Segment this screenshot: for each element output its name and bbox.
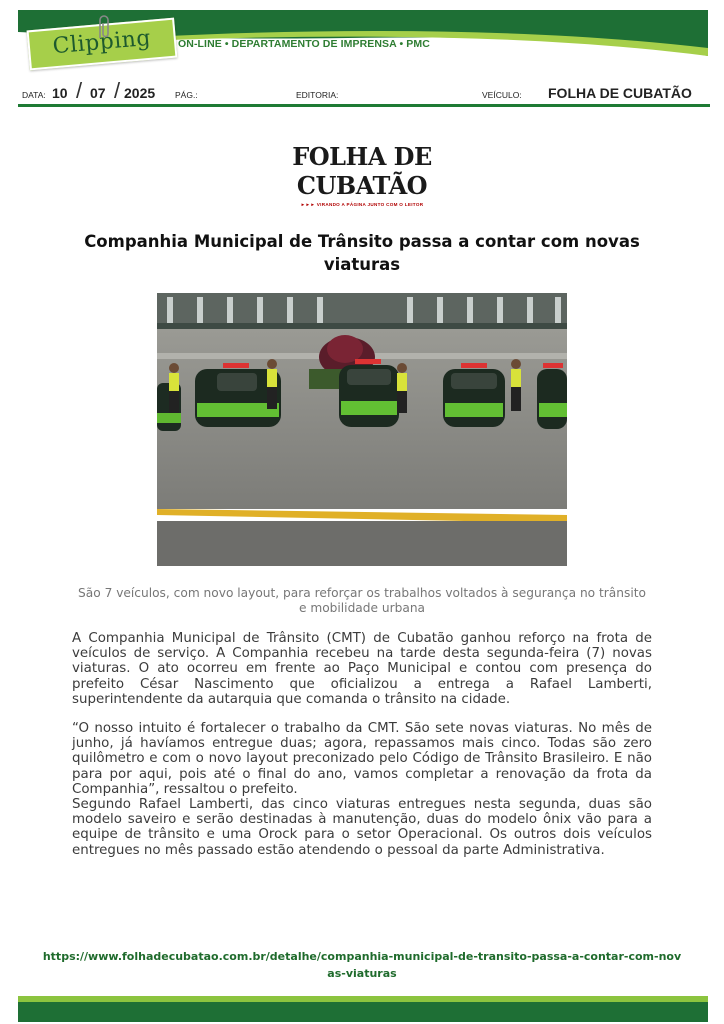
- article-photo: [157, 293, 567, 566]
- date-separator: /: [76, 78, 83, 103]
- date-separator: /: [114, 78, 121, 103]
- logo-slogan: ►►► VIRANDO A PÁGINA JUNTO COM O LEITOR: [300, 202, 424, 207]
- article-paragraph: “O nosso intuito é fortalecer o trabalho da CMT. São sete novas viaturas. No mês de junho, já havíamos entregue duas; agora, repassamos mais cinco. Todas são zero quilômetro e com o novo layout preconizado pelo Código de Trânsito Brasileiro. E não para por aqui, pois até o final do ano, vamos completar a renovação da frota da Companhia”, ressaltou o prefeito.: [72, 721, 652, 797]
- page-label: PÁG.:: [175, 90, 198, 100]
- vehicle-label: VEÍCULO:: [482, 90, 522, 100]
- date-day: 10: [52, 85, 68, 101]
- meta-divider: [18, 104, 710, 107]
- department-subtitle: ON-LINE • DEPARTAMENTO DE IMPRENSA • PMC: [178, 38, 430, 50]
- vehicle-name: FOLHA DE CUBATÃO: [548, 85, 692, 101]
- clipping-meta-row: [20, 80, 710, 104]
- article-paragraph: A Companhia Municipal de Trânsito (CMT) de Cubatão ganhou reforço na frota de veículos de serviço. A Companhia recebeu na tarde desta segunda-feira (7) novas viaturas. O ato ocorreu em frente ao Paço Municipal e contou com presença do prefeito César Nascimento que oficializou a entrega a Rafael Lamberti, superintendente da autarquia que comanda o trânsito na cidade.: [72, 631, 652, 707]
- article-headline: Companhia Municipal de Trânsito passa a contar com novas viaturas: [84, 232, 640, 274]
- newspaper-logo: [244, 142, 480, 207]
- logo-name: FOLHA DE CUBATÃO: [292, 142, 432, 200]
- clipping-label: Clipping: [27, 18, 178, 71]
- footer-band-dark: [18, 1002, 708, 1022]
- date-month: 07: [90, 85, 106, 101]
- source-url[interactable]: https://www.folhadecubatao.com.br/detalhe/companhia-municipal-de-transito-passa-a-contar-com-novas-viaturas: [42, 950, 682, 980]
- article-paragraph: Segundo Rafael Lamberti, das cinco viaturas entregues nesta segunda, duas são modelo saveiro e serão destinadas à manutenção, duas do modelo ônix vão para a equipe de trânsito e uma Orock para o setor Operacional. Os outros dois veículos entregues no mês passado estão atendendo o pessoal da parte Administrativa.: [72, 797, 652, 858]
- paperclip-icon: [92, 14, 118, 40]
- vehicles-photo-icon: [157, 293, 567, 566]
- photo-caption: São 7 veículos, com novo layout, para reforçar os trabalhos voltados à segurança no trânsito e mobilidade urbana: [78, 586, 646, 615]
- article-body: [72, 631, 652, 858]
- section-label: EDITORIA:: [296, 90, 339, 100]
- date-label: DATA:: [22, 90, 46, 100]
- date-year: 2025: [124, 85, 156, 101]
